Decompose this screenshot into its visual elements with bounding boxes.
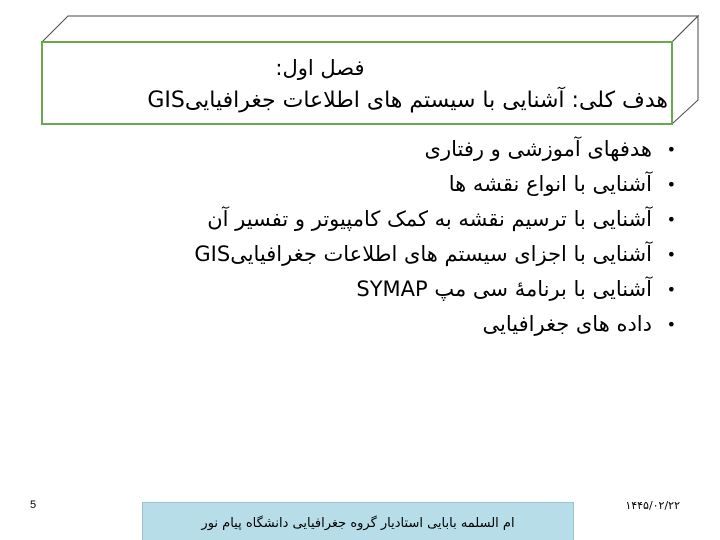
bullet-icon: • <box>666 280 676 299</box>
bullet-icon: • <box>666 140 676 159</box>
footer-author-text: ام السلمه بابایی استادیار گروه جغرافیایی دانشگاه پیام نور <box>201 515 515 531</box>
bullet-icon: • <box>666 245 676 264</box>
bullet-text: آشنایی با انواع نقشه ها <box>448 172 652 196</box>
footer-date: ۱۴۴۵/۰۲/۲۲ <box>625 499 680 512</box>
bullet-item <box>38 132 678 167</box>
bullet-item <box>38 272 678 307</box>
bullet-text: داده های جغرافیایی <box>482 312 652 336</box>
bullet-item <box>38 237 678 272</box>
bullet-list <box>38 132 678 342</box>
bullet-item <box>38 202 678 237</box>
title-line-1: فصل اول: <box>275 56 365 80</box>
bullet-item <box>38 167 678 202</box>
bullet-text: آشنایی با ترسیم نقشه به کمک کامپیوتر و تفسیر آن <box>207 207 652 231</box>
bullet-icon: • <box>666 175 676 194</box>
bullet-text: آشنایی با اجزای سیستم های اطلاعات جغرافیاییGIS <box>194 242 652 266</box>
title-line-2: هدف کلی: آشنایی با سیستم های اطلاعات جغرافیاییGIS <box>147 88 668 113</box>
bullet-icon: • <box>666 315 676 334</box>
bullet-item <box>38 307 678 342</box>
bullet-icon: • <box>666 210 676 229</box>
page-number: 5 <box>30 499 37 511</box>
bullet-text: هدفهای آموزشی و رفتاری <box>424 137 652 161</box>
bullet-text: آشنایی با برنامۀ سی مپ SYMAP <box>356 277 652 301</box>
footer-author-box <box>142 502 574 540</box>
